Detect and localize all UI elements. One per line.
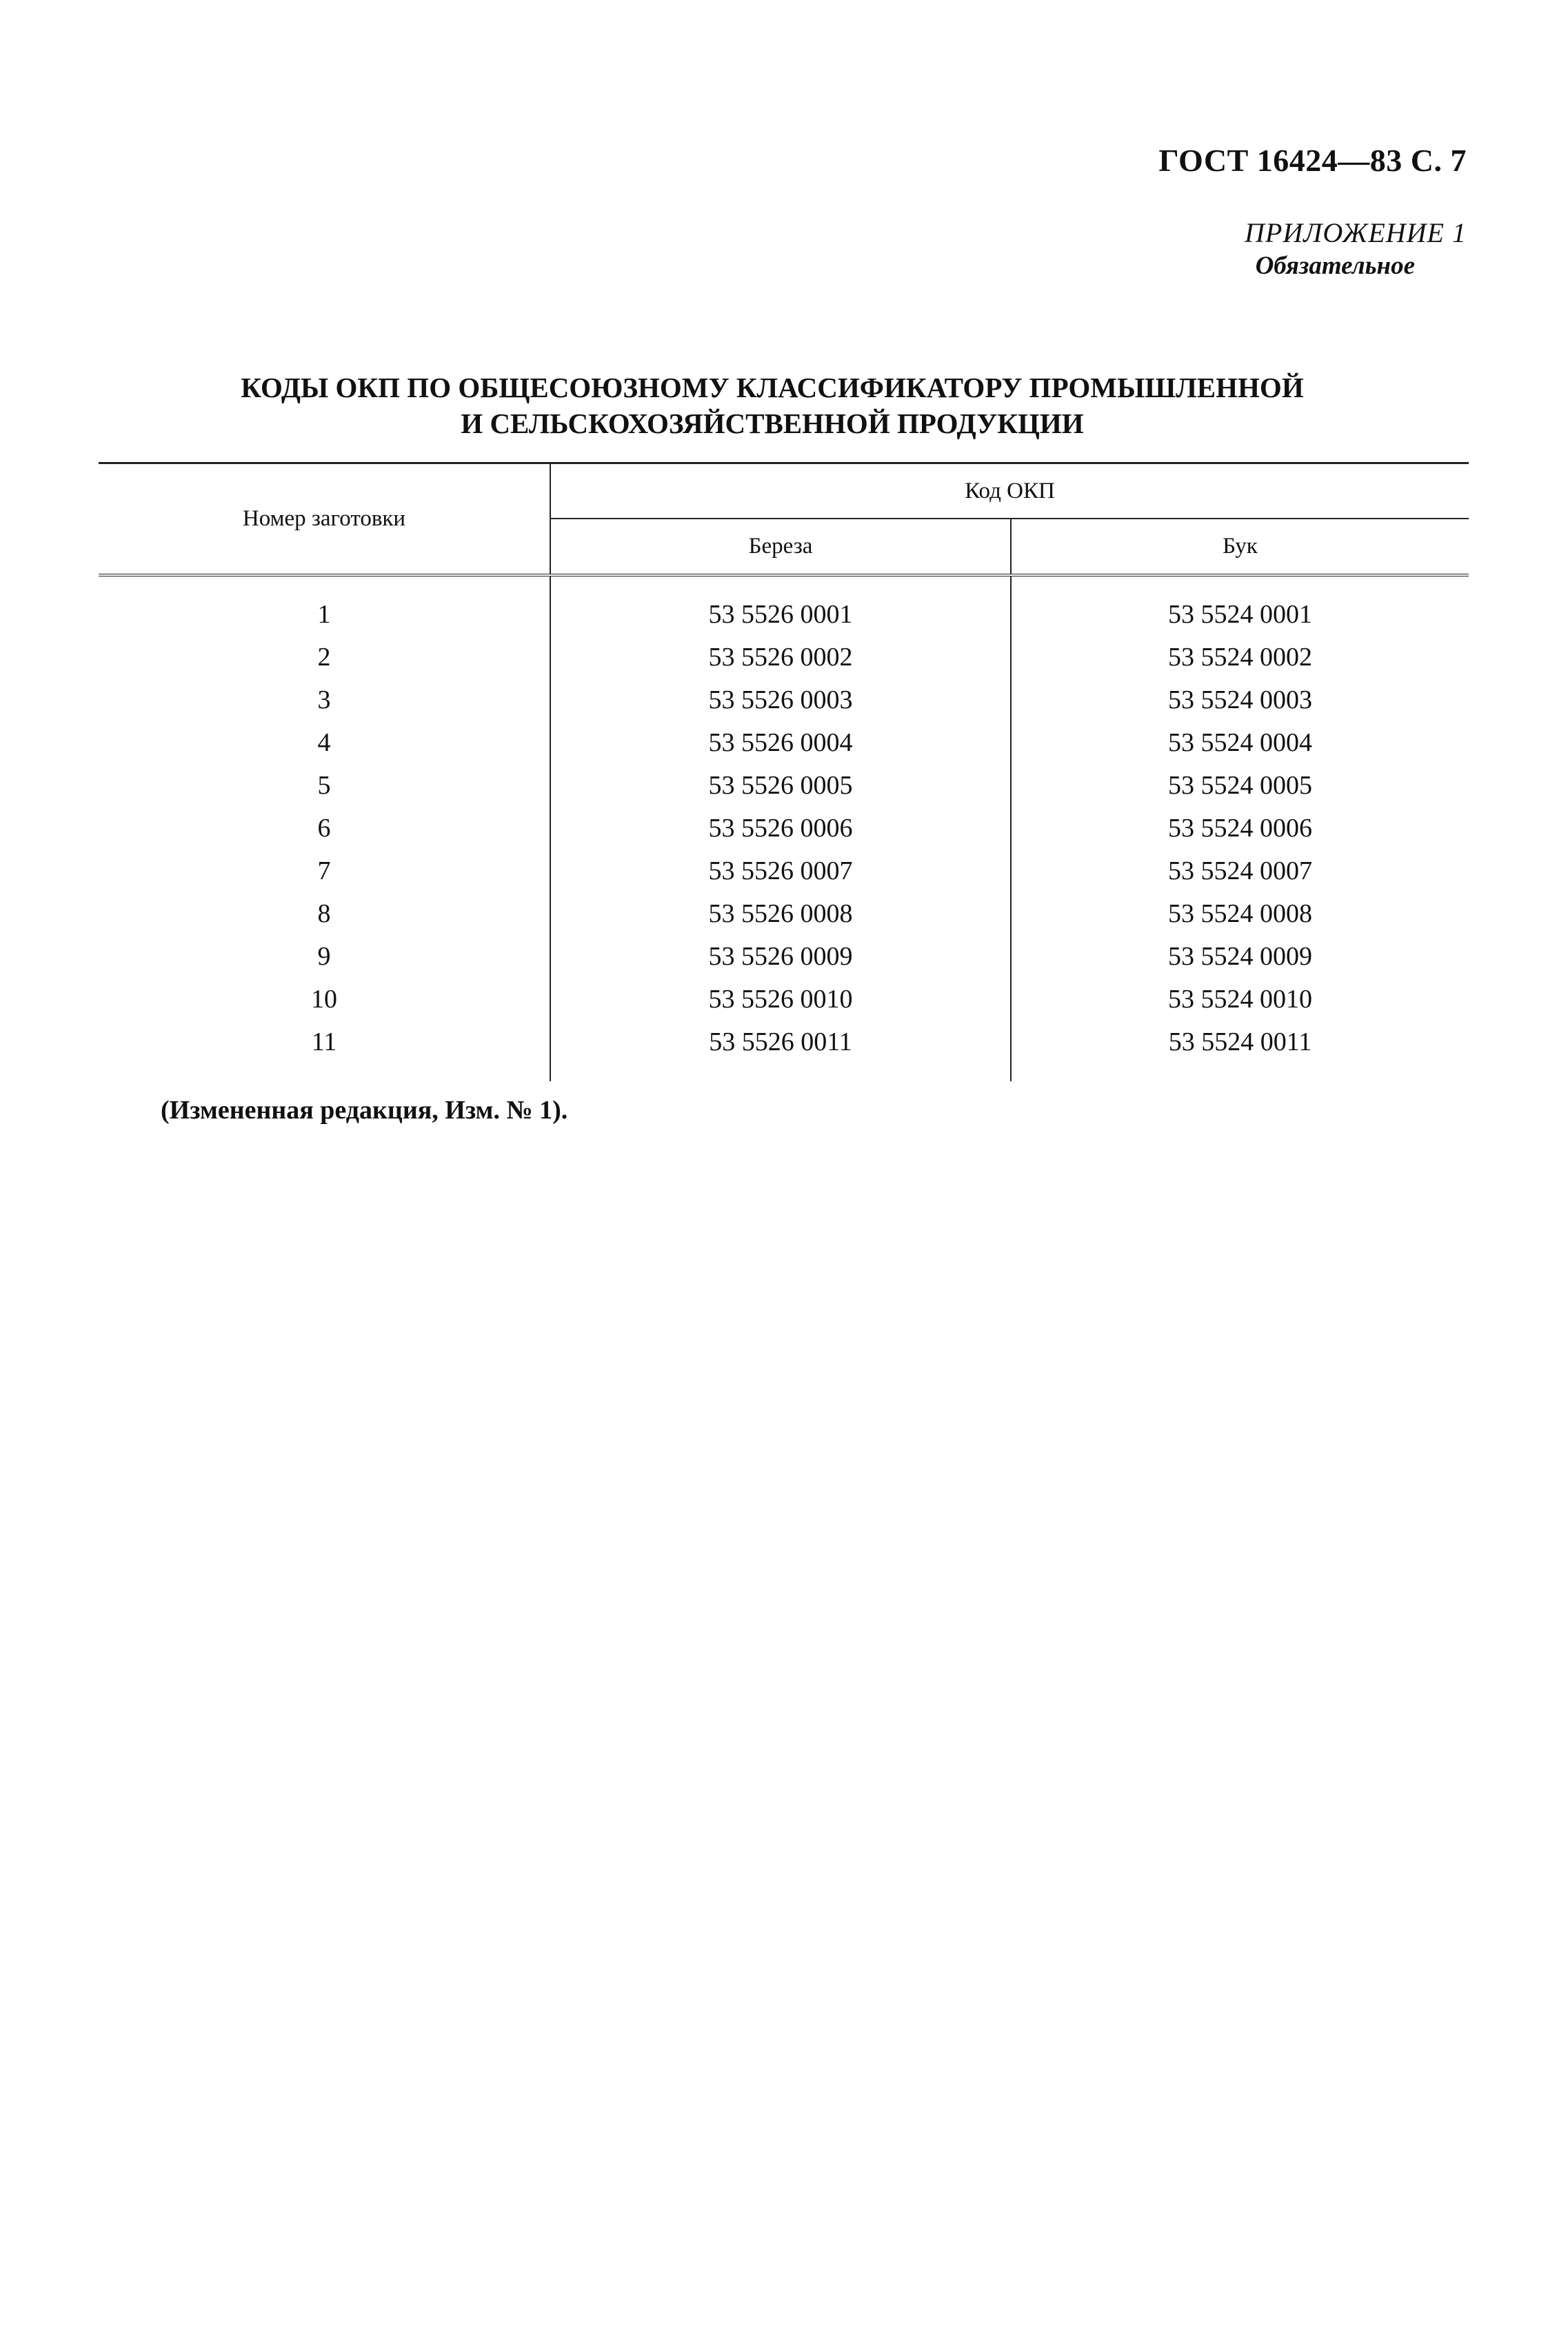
cell-blank-number: 5 xyxy=(99,764,550,807)
cell-beech-code: 53 5524 0003 xyxy=(1168,685,1312,714)
document-title-line-1: КОДЫ ОКП ПО ОБЩЕСОЮЗНОМУ КЛАССИФИКАТОРУ ПРОМЫШЛЕННОЙ xyxy=(241,372,1304,403)
cell-blank-number: 10 xyxy=(99,978,550,1021)
cell-birch-code: 53 5526 0008 xyxy=(550,892,1011,935)
document-title-line-2: И СЕЛЬСКОХОЗЯЙСТВЕННОЙ ПРОДУКЦИИ xyxy=(461,408,1084,439)
page-header-code: ГОСТ 16424—83 С. 7 xyxy=(1158,143,1467,178)
cell-beech-code: 53 5524 0009 xyxy=(1168,942,1312,971)
cell-blank-number: 8 xyxy=(99,892,550,935)
cell-beech-code: 53 5524 0002 xyxy=(1168,643,1312,672)
header-beech: Бук xyxy=(1223,534,1258,559)
header-birch: Береза xyxy=(550,519,1011,575)
document-title xyxy=(207,370,1338,441)
cell-beech-code: 53 5524 0007 xyxy=(1168,856,1312,885)
okp-codes-table xyxy=(99,462,1469,1081)
cell-beech-code: 53 5524 0008 xyxy=(1168,899,1312,928)
table-row xyxy=(99,636,1469,679)
cell-beech-code: 53 5524 0011 xyxy=(1168,1027,1312,1056)
table-row xyxy=(99,850,1469,892)
table-row xyxy=(99,764,1469,807)
table-row xyxy=(99,721,1469,764)
cell-birch-code: 53 5526 0007 xyxy=(550,850,1011,892)
cell-blank-number: 3 xyxy=(99,679,550,721)
table-row xyxy=(99,679,1469,721)
appendix-status: Обязательное xyxy=(1255,252,1415,280)
table-row xyxy=(99,892,1469,935)
cell-birch-code: 53 5526 0002 xyxy=(550,636,1011,679)
table-row xyxy=(99,935,1469,978)
cell-blank-number: 2 xyxy=(99,636,550,679)
table-row xyxy=(99,807,1469,850)
table-row xyxy=(99,575,1469,636)
cell-blank-number: 6 xyxy=(99,807,550,850)
cell-birch-code: 53 5526 0006 xyxy=(550,807,1011,850)
cell-beech-code: 53 5524 0001 xyxy=(1011,575,1469,636)
appendix-title: ПРИЛОЖЕНИЕ 1 xyxy=(1245,217,1467,248)
table-row xyxy=(99,978,1469,1021)
cell-birch-code: 53 5526 0004 xyxy=(550,721,1011,764)
cell-blank-number: 1 xyxy=(99,575,550,636)
appendix-block xyxy=(1245,217,1467,283)
cell-birch-code: 53 5526 0011 xyxy=(550,1021,1011,1081)
okp-codes-table-container xyxy=(99,462,1469,1081)
cell-beech-code: 53 5524 0010 xyxy=(1168,985,1312,1014)
cell-beech-code: 53 5524 0006 xyxy=(1168,814,1312,843)
cell-blank-number: 4 xyxy=(99,721,550,764)
cell-beech-code: 53 5524 0004 xyxy=(1168,728,1312,757)
cell-beech-code: 53 5524 0005 xyxy=(1168,771,1312,800)
cell-birch-code: 53 5526 0003 xyxy=(550,679,1011,721)
cell-blank-number: 9 xyxy=(99,935,550,978)
table-body xyxy=(99,575,1469,1081)
header-okp-code: Код ОКП xyxy=(550,463,1469,519)
cell-birch-code: 53 5526 0010 xyxy=(550,978,1011,1021)
cell-birch-code: 53 5526 0001 xyxy=(550,575,1011,636)
amendment-note: (Измененная редакция, Изм. № 1). xyxy=(161,1096,568,1125)
cell-blank-number: 11 xyxy=(99,1021,550,1081)
header-blank-number: Номер заготовки xyxy=(99,463,550,576)
cell-birch-code: 53 5526 0009 xyxy=(550,935,1011,978)
cell-blank-number: 7 xyxy=(99,850,550,892)
table-row xyxy=(99,1021,1469,1081)
cell-birch-code: 53 5526 0005 xyxy=(550,764,1011,807)
